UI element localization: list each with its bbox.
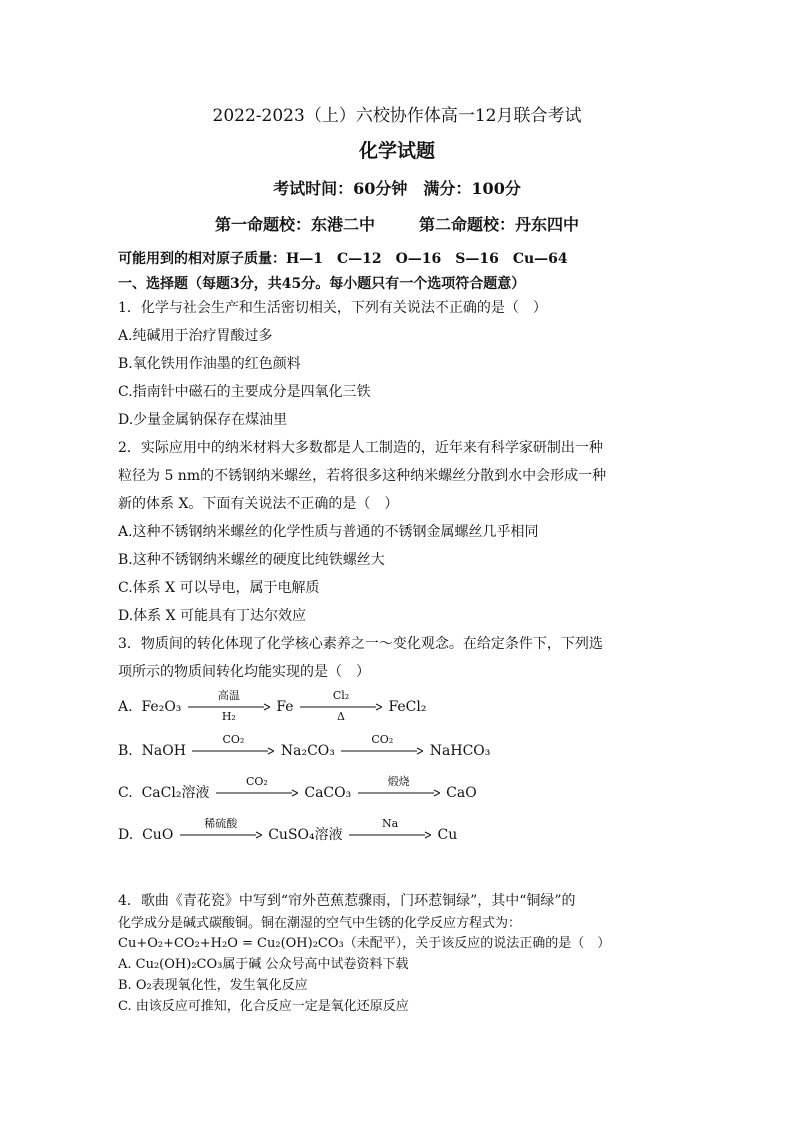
q3a-label: A.: [118, 699, 133, 715]
atomic-mass-line: 可能用到的相对原子质量：H—1 C—12 O—16 S—16 Cu—64: [118, 251, 568, 267]
q3-stem-line-2: 项所示的物质间转化均能实现的是（ ）: [118, 664, 370, 680]
q3c-cond-2-top: 煅烧: [387, 775, 410, 788]
q1-option-b: B.氧化铁用作油墨的红色颜料: [118, 356, 301, 372]
q4-stem-line-2: 化学成分是碱式碳酸铜。铜在潮湿的空气中生锈的化学反应方程式为：: [118, 916, 522, 931]
arrow-icon: [349, 831, 431, 839]
q3c-species-3: CaO: [446, 785, 477, 801]
q3-option-b: [118, 734, 490, 768]
q3c-arrow-2: [358, 776, 440, 810]
q3d-species-2: CuSO₄溶液: [268, 827, 343, 843]
q3d-species-3: Cu: [437, 827, 458, 843]
subject-title: 化学试题: [358, 140, 435, 162]
arrow-icon: [341, 747, 423, 755]
q3b-species-3: NaHCO₃: [429, 743, 491, 759]
q4-option-a: A. Cu₂(OH)₂CO₃属于碱 公众号高中试卷资料下载: [118, 957, 409, 972]
q2-option-b: B.这种不锈钢纳米螺丝的硬度比纯铁螺丝大: [118, 552, 385, 568]
q3c-species-1: CaCl₂溶液: [141, 785, 210, 801]
q3b-label: B.: [118, 743, 133, 759]
q2-stem-line-1: 2．实际应用中的纳米材料大多数都是人工制造的，近年来有科学家研制出一种: [118, 440, 603, 456]
q3c-cond-1-top: CO₂: [245, 775, 268, 788]
q3a-cond-1-bot: H₂: [221, 710, 236, 723]
arrow-icon: [180, 831, 262, 839]
q3c-arrow-1: [216, 776, 298, 810]
exam-title: 2022-2023（上）六校协作体高一12月联合考试: [212, 106, 582, 126]
q1-option-d: D.少量金属钠保存在煤油里: [118, 412, 288, 428]
q3d-cond-2-top: Na: [382, 817, 399, 830]
q3-option-d: [118, 818, 457, 852]
q1-option-c: C.指南针中磁石的主要成分是四氧化三铁: [118, 384, 371, 400]
q3b-cond-2-top: CO₂: [371, 733, 394, 746]
q2-stem-line-3: 新的体系 X。下面有关说法不正确的是（ ）: [118, 496, 399, 512]
q2-option-d: D.体系 X 可能具有丁达尔效应: [118, 608, 307, 624]
q3a-species-1: Fe₂O₃: [141, 699, 182, 715]
q4-option-b: B. O₂表现氧化性，发生氧化反应: [118, 978, 308, 993]
time-score: 考试时间：60分钟 满分：100分: [273, 179, 521, 198]
q3b-species-2: Na₂CO₃: [280, 743, 335, 759]
q3a-cond-2-bot: Δ: [337, 710, 345, 723]
q4-stem-line-1: 4．歌曲《青花瓷》中写到“帘外芭蕉惹骤雨，门环惹铜绿”，其中“铜绿”的: [118, 893, 576, 909]
q3d-arrow-1: [180, 818, 262, 852]
q1-stem: 1．化学与社会生产和生活密切相关，下列有关说法不正确的是（ ）: [118, 300, 547, 316]
q2-stem-line-2: 粒径为 5 nm的不锈钢纳米螺丝，若将很多这种纳米螺丝分散到水中会形成一种: [118, 468, 607, 484]
school-2: 第二命题校：丹东四中: [419, 215, 580, 234]
section-1-title: 一、选择题（每题3分，共45分。每小题只有一个选项符合题意）: [118, 276, 526, 292]
q3a-cond-1-top: 高温: [217, 689, 240, 702]
q3b-species-1: NaOH: [141, 743, 186, 759]
q3-option-c: [118, 776, 477, 810]
arrow-icon: [358, 789, 440, 797]
q2-option-c: C.体系 X 可以导电，属于电解质: [118, 580, 320, 596]
q3a-arrow-2: [300, 690, 382, 724]
q4-option-c: C. 由该反应可推知，化合反应一定是氧化还原反应: [118, 999, 409, 1014]
q3a-arrow-1: [188, 690, 270, 724]
q3a-species-3: FeCl₂: [388, 699, 427, 715]
q3d-label: D.: [118, 827, 134, 843]
q3b-arrow-1: [192, 734, 274, 768]
q3a-cond-2-top: Cl₂: [332, 689, 350, 702]
q3d-species-1: CuO: [142, 827, 174, 843]
q3c-label: C.: [118, 785, 133, 801]
arrow-icon: [192, 747, 274, 755]
q4-stem-line-3: Cu+O₂+CO₂+H₂O = Cu₂(OH)₂CO₃（未配平），关于该反应的说法正确的是（ ）: [118, 936, 611, 951]
q3b-cond-1-top: CO₂: [222, 733, 245, 746]
arrow-icon: [216, 789, 298, 797]
q3a-species-2: Fe: [276, 699, 294, 715]
q3d-cond-1-top: 稀硫酸: [204, 817, 238, 830]
q3-stem-line-1: 3．物质间的转化体现了化学核心素养之一～变化观念。在给定条件下，下列选: [118, 636, 603, 652]
school-1: 第一命题校：东港二中: [214, 215, 375, 234]
q2-option-a: A.这种不锈钢纳米螺丝的化学性质与普通的不锈钢金属螺丝几乎相同: [118, 524, 539, 540]
proposing-schools: [0, 212, 794, 235]
q3d-arrow-2: [349, 818, 431, 852]
q3b-arrow-2: [341, 734, 423, 768]
q1-option-a: A.纯碱用于治疗胃酸过多: [118, 328, 273, 344]
q3c-species-2: CaCO₃: [304, 785, 352, 801]
q3-option-a: [118, 690, 427, 724]
